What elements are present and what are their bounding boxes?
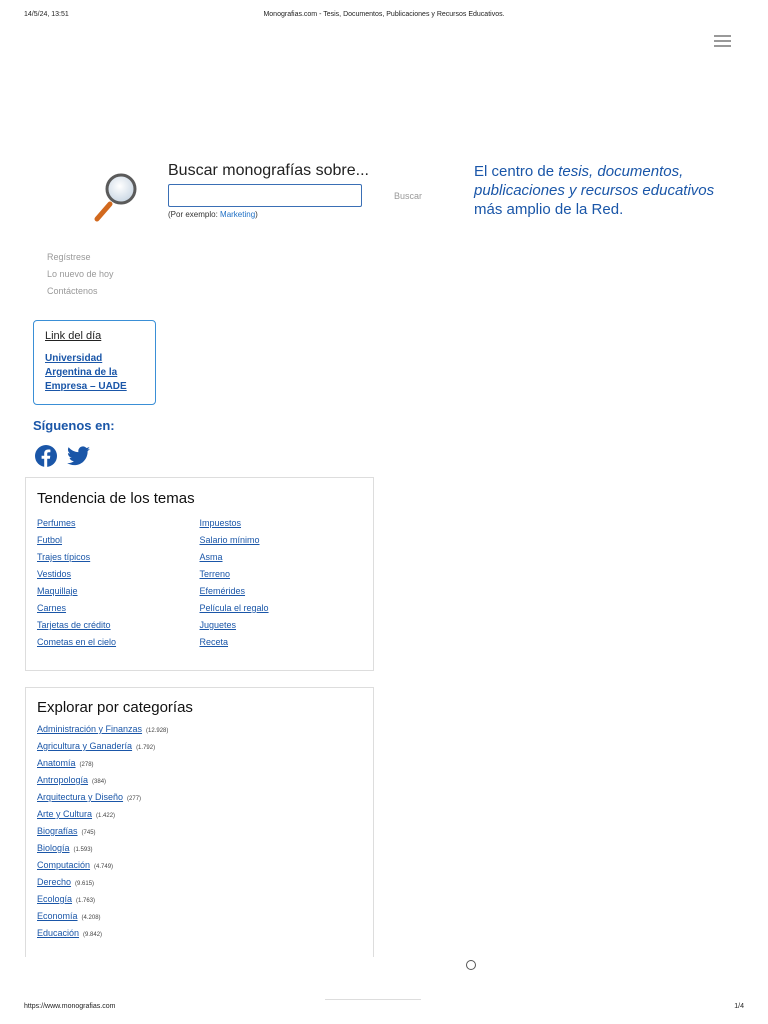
category-count: (384) <box>92 779 107 785</box>
category-item <box>37 875 362 892</box>
trending-link[interactable]: Terreno <box>199 569 231 579</box>
print-url: https://www.monografias.com <box>24 1003 116 1010</box>
print-page-title: Monografias.com - Tesis, Documentos, Publicaciones y Recursos Educativos. <box>263 11 505 18</box>
trending-link[interactable]: Juguetes <box>199 620 237 630</box>
trending-link[interactable]: Tarjetas de crédito <box>37 620 111 630</box>
trending-column-left <box>37 517 200 653</box>
category-link[interactable]: Agricultura y Ganadería <box>37 741 133 751</box>
category-link[interactable]: Ecología <box>37 894 73 904</box>
category-count: (278) <box>79 762 94 768</box>
search-example <box>168 210 258 219</box>
category-item <box>37 892 362 909</box>
trending-link[interactable]: Asma <box>199 552 223 562</box>
category-item <box>37 739 362 756</box>
search-example-suffix: ) <box>255 210 258 219</box>
link-of-the-day-box <box>33 320 156 405</box>
category-count: (12.928) <box>146 728 169 734</box>
trending-link[interactable]: Trajes típicos <box>37 552 91 562</box>
trending-link[interactable]: Futbol <box>37 535 63 545</box>
link-of-the-day-link[interactable]: Universidad Argentina de la Empresa – UADE <box>45 353 127 392</box>
trending-link[interactable]: Vestidos <box>37 569 72 579</box>
follow-us-label: Síguenos en: <box>33 418 115 433</box>
search-example-prefix: (Por exemplo: <box>168 210 221 219</box>
tagline-part2: más amplio de la Red. <box>474 201 624 218</box>
contact-link[interactable]: Contáctenos <box>47 286 98 296</box>
trending-link[interactable]: Impuestos <box>199 518 242 528</box>
category-item <box>37 790 362 807</box>
category-link[interactable]: Antropología <box>37 775 89 785</box>
category-link[interactable]: Anatomía <box>37 758 76 768</box>
category-link[interactable]: Administración y Finanzas <box>37 724 143 734</box>
magnifying-glass-icon <box>90 172 142 224</box>
loading-spinner-icon <box>466 960 476 970</box>
link-of-the-day-heading: Link del día <box>45 330 102 342</box>
category-item <box>37 858 362 875</box>
category-link[interactable]: Derecho <box>37 877 72 887</box>
trending-link[interactable]: Carnes <box>37 603 67 613</box>
search-button[interactable]: Buscar <box>384 186 432 206</box>
trending-link[interactable]: Salario mínimo <box>199 535 260 545</box>
trending-link[interactable]: Maquillaje <box>37 586 78 596</box>
trending-link[interactable]: Receta <box>199 637 229 647</box>
category-item <box>37 756 362 773</box>
print-page-number: 1/4 <box>734 1003 744 1010</box>
category-count: (4.208) <box>81 915 101 921</box>
category-item <box>37 909 362 926</box>
register-link[interactable]: Regístrese <box>47 252 91 262</box>
category-count: (4.749) <box>94 864 114 870</box>
trending-column-right <box>200 517 363 653</box>
trending-link[interactable]: Película el regalo <box>199 603 269 613</box>
category-link[interactable]: Biografías <box>37 826 78 836</box>
facebook-icon[interactable] <box>35 445 57 467</box>
footer-divider <box>325 999 421 1000</box>
trending-link[interactable]: Perfumes <box>37 518 76 528</box>
trending-link[interactable]: Cometas en el cielo <box>37 637 117 647</box>
category-item <box>37 722 362 739</box>
category-item <box>37 926 362 943</box>
twitter-icon[interactable] <box>67 446 90 466</box>
category-count: (1.792) <box>136 745 156 751</box>
category-count: (745) <box>81 830 96 836</box>
tagline-emphasis: tesis, documentos, publicaciones y recursos educativos <box>474 163 715 199</box>
side-links <box>47 252 114 303</box>
category-link[interactable]: Arquitectura y Diseño <box>37 792 124 802</box>
print-date: 14/5/24, 13:51 <box>24 11 69 18</box>
trending-link[interactable]: Efemérides <box>199 586 246 596</box>
category-link[interactable]: Economía <box>37 911 78 921</box>
trending-topics-panel <box>25 477 374 671</box>
category-link[interactable]: Educación <box>37 928 80 938</box>
category-count: (277) <box>127 796 142 802</box>
trending-title: Tendencia de los temas <box>37 490 195 507</box>
category-count: (1.593) <box>73 847 93 853</box>
category-link[interactable]: Biología <box>37 843 70 853</box>
categories-title: Explorar por categorías <box>37 699 193 716</box>
category-item <box>37 824 362 841</box>
hamburger-menu-icon[interactable] <box>714 35 731 49</box>
category-link[interactable]: Arte y Cultura <box>37 809 93 819</box>
category-count: (9.615) <box>75 881 95 887</box>
category-count: (1.422) <box>96 813 116 819</box>
category-link[interactable]: Computación <box>37 860 91 870</box>
search-example-link[interactable]: Marketing <box>220 210 256 219</box>
category-count: (1.763) <box>76 898 96 904</box>
category-item <box>37 841 362 858</box>
category-count: (9.842) <box>83 932 103 938</box>
category-item <box>37 773 362 790</box>
site-tagline <box>474 162 744 219</box>
tagline-part1: El centro de <box>474 163 559 180</box>
category-item <box>37 807 362 824</box>
categories-panel <box>25 687 374 957</box>
search-input[interactable] <box>168 184 362 207</box>
new-today-link[interactable]: Lo nuevo de hoy <box>47 269 114 279</box>
search-title: Buscar monografías sobre... <box>168 162 369 179</box>
